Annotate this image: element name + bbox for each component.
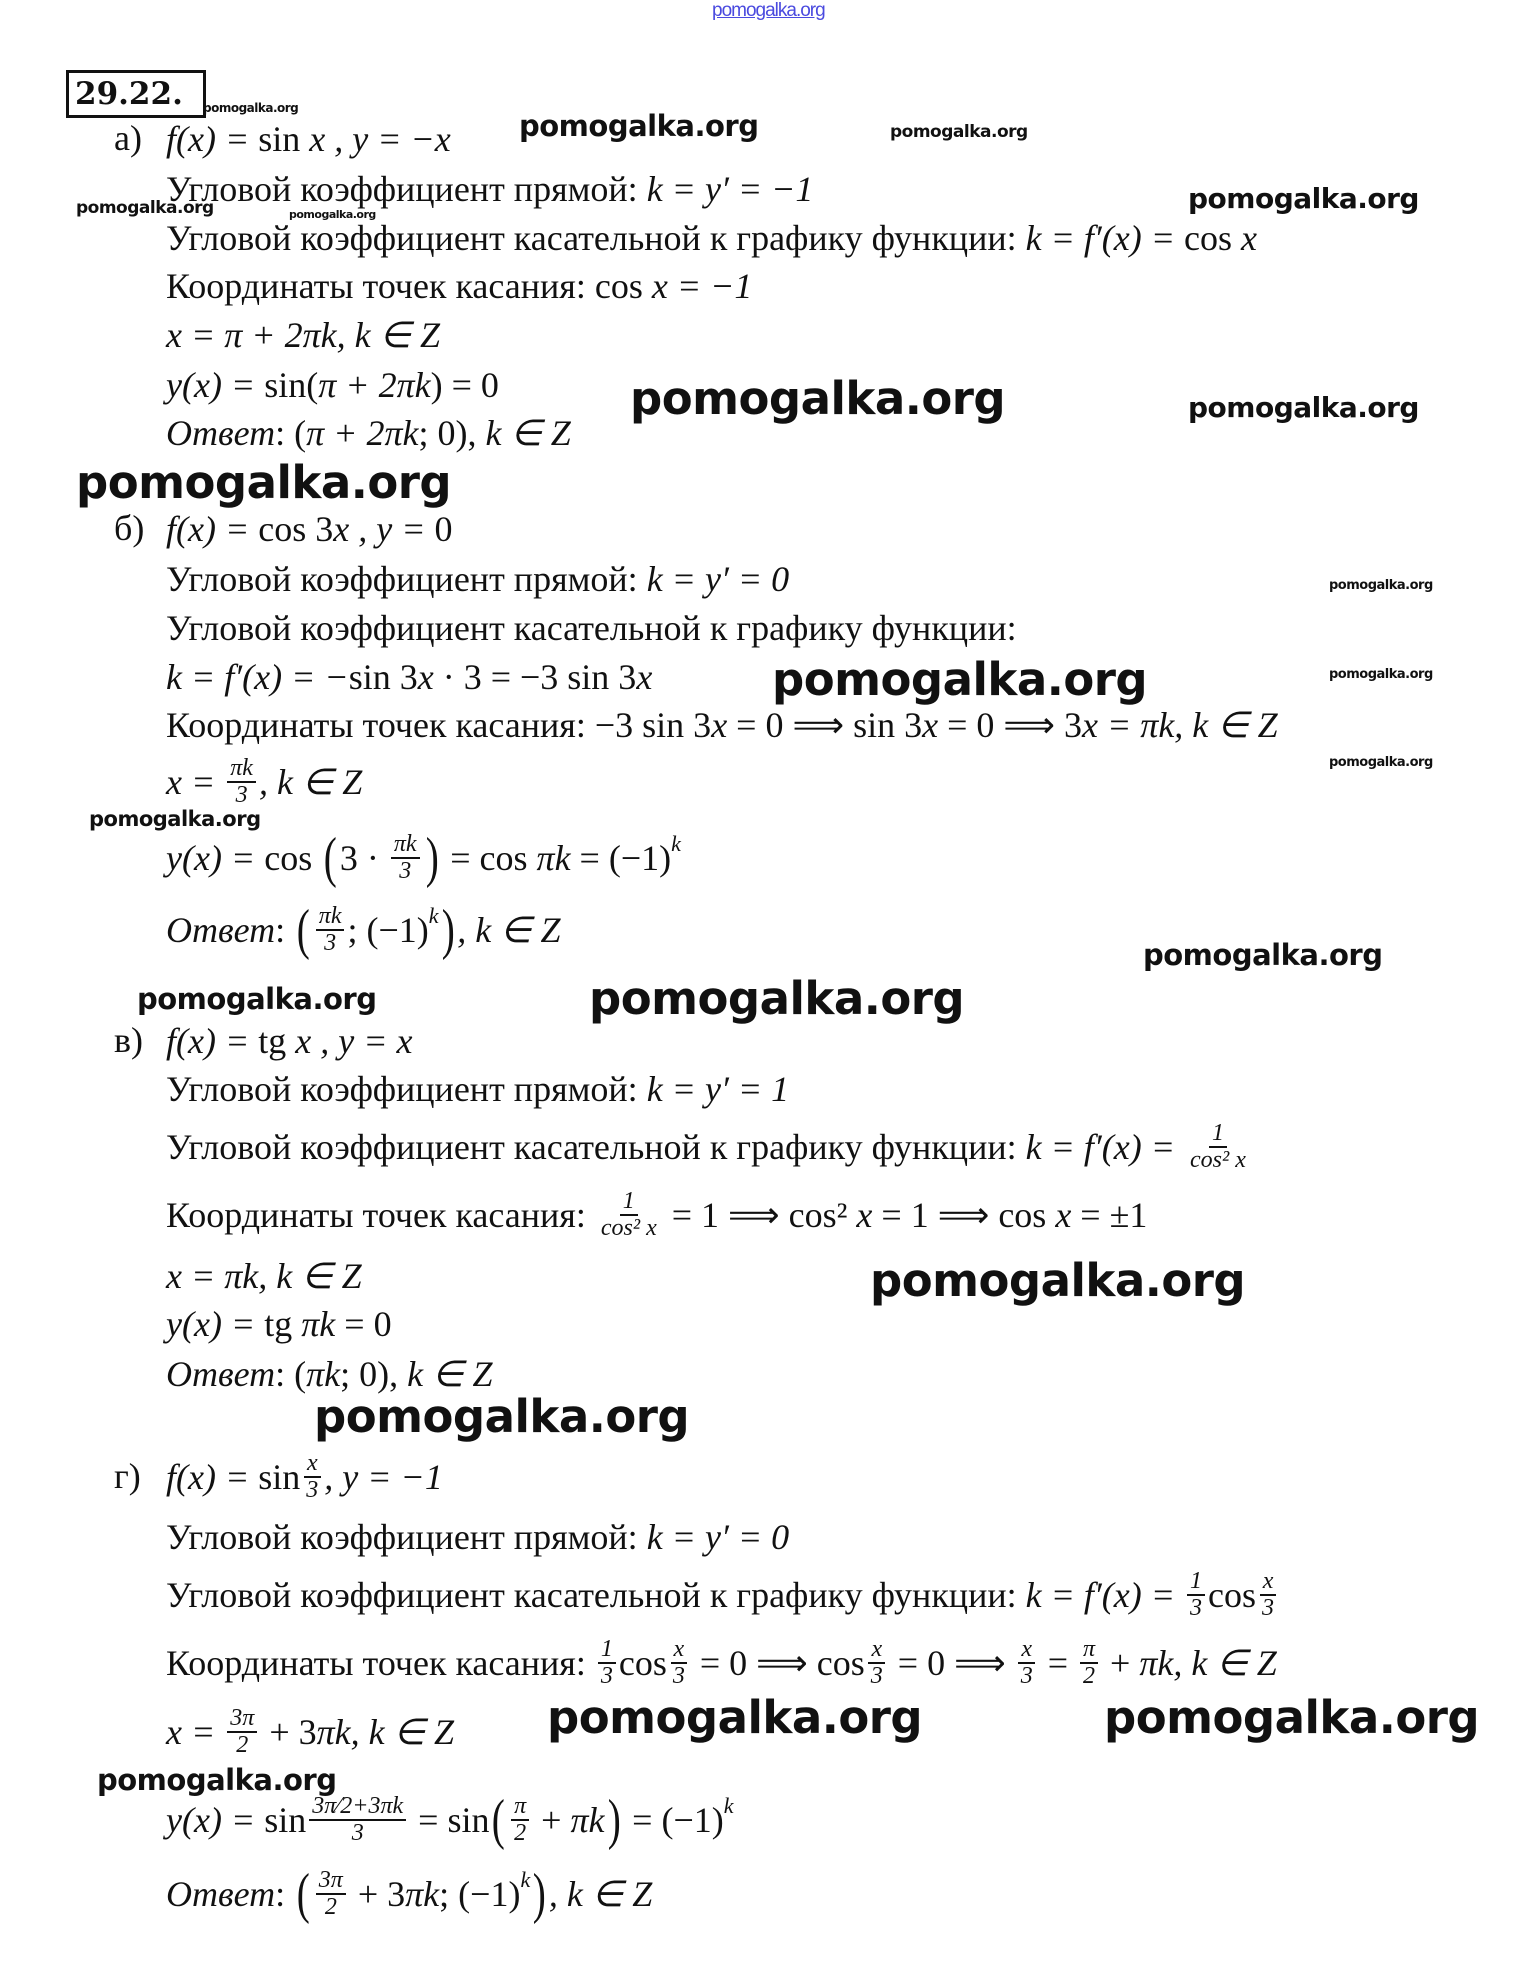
solution-line	[166, 554, 789, 604]
solution-line	[166, 827, 681, 889]
text: sin	[258, 119, 310, 159]
text: +	[1101, 1643, 1140, 1683]
text: tg	[264, 1304, 302, 1344]
watermark: pomogalka.org	[203, 100, 299, 115]
fraction	[391, 832, 420, 884]
fraction-numerator: x	[304, 1451, 321, 1478]
solution-line	[166, 1064, 789, 1114]
text: cos 3	[258, 509, 334, 549]
large-paren: )	[441, 899, 455, 961]
watermark: pomogalka.org	[1329, 666, 1433, 682]
fraction	[309, 1794, 406, 1846]
math-text: , k ∈ Z	[548, 1874, 653, 1914]
math-text: x , y = −x	[309, 119, 451, 159]
fraction-numerator: 1	[1187, 1569, 1205, 1596]
fraction-denominator: 3	[351, 1820, 364, 1846]
answer-label: Ответ	[166, 1874, 276, 1914]
solution-line	[166, 899, 561, 961]
text: 3 ·	[339, 838, 388, 878]
fraction	[1187, 1121, 1249, 1173]
watermark: pomogalka.org	[1188, 390, 1419, 424]
text: =	[1038, 1643, 1078, 1683]
fraction-denominator: cos² x	[1190, 1147, 1246, 1173]
text: Координаты точек касания: cos	[166, 266, 652, 306]
watermark: pomogalka.org	[630, 372, 1006, 426]
text: Угловой коэффициент прямой:	[166, 1069, 647, 1109]
fraction-numerator: 3π	[227, 1706, 257, 1733]
fraction-numerator: 1	[620, 1189, 638, 1216]
math-text: x	[711, 705, 728, 745]
text: = 0 ⟹	[888, 1643, 1015, 1683]
solution-line	[166, 1789, 734, 1851]
solution-line	[166, 652, 652, 702]
fraction-numerator: 1	[1209, 1121, 1227, 1148]
math-text: , k ∈ Z	[258, 762, 363, 802]
fraction	[1018, 1637, 1036, 1689]
math-text: πk	[570, 1800, 605, 1840]
fraction-denominator: cos² x	[600, 1215, 657, 1241]
watermark: pomogalka.org	[1143, 938, 1383, 973]
solution-line	[166, 1251, 362, 1301]
fraction-numerator: x	[1018, 1637, 1035, 1664]
math-text: x =	[166, 1712, 225, 1752]
text: cos	[1208, 1575, 1257, 1615]
watermark: pomogalka.org	[1329, 754, 1433, 770]
text: · 3 = −3 sin 3	[433, 657, 637, 697]
part-label: а)	[114, 118, 142, 158]
site-link[interactable]: pomogalka.org	[712, 0, 825, 21]
text: = 1 ⟹ cos	[872, 1195, 1056, 1235]
math-text: , k ∈ Z	[457, 910, 561, 950]
text: : (	[275, 1354, 307, 1394]
math-text: x , y = x	[295, 1021, 413, 1061]
math-text: πk	[536, 838, 571, 878]
large-paren: (	[492, 1789, 506, 1851]
part-label: в)	[114, 1020, 143, 1060]
fraction-denominator: 3	[306, 1477, 319, 1503]
text: Угловой коэффициент прямой:	[166, 559, 647, 599]
math-text: x	[417, 657, 434, 697]
fraction-numerator: πk	[227, 756, 256, 783]
math-text: k ∈ Z	[407, 1354, 493, 1394]
watermark: pomogalka.org	[314, 1390, 690, 1444]
superscript: k	[671, 831, 681, 856]
solution-line	[166, 1449, 443, 1503]
text: Угловой коэффициент касательной к графику функции:	[166, 1127, 1026, 1167]
fraction-denominator: 3	[399, 858, 412, 884]
text: ; (−1)	[439, 1874, 521, 1914]
large-paren: )	[607, 1789, 621, 1851]
math-text: x , y =	[333, 509, 435, 549]
large-paren: (	[296, 1863, 310, 1925]
text: sin	[264, 1800, 307, 1840]
math-text: y(x) =	[166, 1304, 265, 1344]
fraction-numerator: πk	[316, 904, 345, 931]
solution-line	[166, 261, 752, 311]
math-text: x	[1055, 1195, 1072, 1235]
fraction-denominator: 3	[235, 782, 248, 808]
fraction-denominator: 3	[672, 1663, 685, 1689]
watermark: pomogalka.org	[76, 198, 214, 219]
watermark: pomogalka.org	[97, 1763, 337, 1798]
text: ; 0),	[340, 1354, 408, 1394]
text: = 0 ⟹ sin 3	[727, 705, 923, 745]
math-text: πk, k ∈ Z	[316, 1712, 454, 1752]
fraction-denominator: 3	[1190, 1595, 1203, 1621]
math-text: k = y′ = −1	[646, 169, 814, 209]
text: :	[275, 910, 295, 950]
fraction-numerator: x	[868, 1637, 885, 1664]
math-text: x = −1	[651, 266, 753, 306]
fraction-numerator: 3π⁄2+3πk	[309, 1794, 406, 1821]
text: = ±1	[1071, 1195, 1148, 1235]
math-text: πk	[306, 1354, 341, 1394]
watermark: pomogalka.org	[870, 1254, 1246, 1308]
fraction	[1080, 1637, 1098, 1689]
large-paren: (	[296, 899, 310, 961]
math-text: πk	[405, 1874, 440, 1914]
text: Координаты точек касания:	[166, 1195, 595, 1235]
fraction	[670, 1637, 688, 1689]
solution-line	[166, 700, 1278, 750]
watermark: pomogalka.org	[1329, 577, 1433, 593]
math-text: k = y′ = 1	[646, 1069, 790, 1109]
fraction	[868, 1637, 886, 1689]
math-text: k = y′ = 0	[646, 559, 790, 599]
superscript: k	[723, 1793, 734, 1818]
text: sin	[258, 1457, 301, 1497]
solution-line	[166, 603, 1017, 653]
math-text: πk	[301, 1304, 336, 1344]
answer-label: Ответ	[166, 413, 276, 453]
fraction-denominator: 2	[324, 1894, 337, 1920]
solution-line	[166, 1567, 1280, 1621]
text: cos	[618, 1643, 667, 1683]
fraction-denominator: 2	[1083, 1663, 1096, 1689]
fraction	[303, 1451, 321, 1503]
fraction-numerator: π	[1080, 1637, 1098, 1664]
part-label: б)	[114, 508, 145, 548]
watermark: pomogalka.org	[589, 972, 965, 1026]
math-text: y(x) =	[166, 365, 265, 405]
math-text: f(x) =	[166, 1021, 259, 1061]
superscript: k	[428, 903, 439, 928]
math-text: x = πk, k ∈ Z	[166, 1256, 362, 1296]
math-text: x	[856, 1195, 873, 1235]
text: = 0	[335, 1304, 392, 1344]
large-paren: )	[533, 1863, 547, 1925]
fraction	[1187, 1569, 1205, 1621]
math-text: x = πk, k ∈ Z	[1082, 705, 1278, 745]
fraction-numerator: x	[671, 1637, 688, 1664]
fraction-denominator: 3	[870, 1663, 883, 1689]
solution-line	[166, 1119, 1252, 1173]
text: +	[532, 1800, 571, 1840]
text: = 0 ⟹ cos	[690, 1643, 865, 1683]
math-text: y(x) =	[166, 838, 265, 878]
watermark: pomogalka.org	[76, 456, 452, 510]
text: Угловой коэффициент касательной к графику функции:	[166, 608, 1017, 648]
solution-line	[166, 1512, 789, 1562]
text: cos	[1184, 218, 1242, 258]
fraction-numerator: πk	[391, 832, 420, 859]
text: = (−1)	[570, 838, 672, 878]
watermark: pomogalka.org	[772, 653, 1148, 707]
fraction-numerator: 1	[598, 1637, 616, 1664]
text: Координаты точек касания:	[166, 1643, 595, 1683]
solution-line	[166, 504, 453, 554]
text: sin 3	[348, 657, 418, 697]
solution-line	[166, 1016, 413, 1066]
solution-line	[166, 164, 813, 214]
solution-line	[166, 1635, 1277, 1689]
math-text: k = f′(x) = −	[166, 657, 349, 697]
fraction-denominator: 2	[236, 1732, 249, 1758]
text: ; 0),	[418, 413, 486, 453]
math-text: , y = −1	[324, 1457, 443, 1497]
text: 0	[434, 509, 453, 549]
text: = 1 ⟹ cos²	[662, 1195, 857, 1235]
watermark: pomogalka.org	[89, 806, 261, 831]
text: Координаты точек касания: −3 sin 3	[166, 705, 712, 745]
text: + 3	[348, 1874, 406, 1914]
math-text: x =	[166, 762, 225, 802]
math-text: f(x) =	[166, 1457, 259, 1497]
large-paren: )	[425, 827, 439, 889]
text: = sin	[409, 1800, 490, 1840]
solution-line	[166, 360, 499, 410]
text: Угловой коэффициент прямой:	[166, 169, 647, 209]
solution-line	[166, 114, 451, 164]
solution-line	[166, 1187, 1148, 1241]
math-text: x	[1241, 218, 1257, 258]
text: = cos	[441, 838, 537, 878]
solution-line	[166, 754, 363, 808]
text: sin(	[264, 365, 319, 405]
fraction-denominator: 3	[600, 1663, 613, 1689]
fraction	[598, 1189, 660, 1241]
fraction	[316, 1868, 346, 1920]
fraction-numerator: x	[1260, 1569, 1277, 1596]
fraction-denominator: 3	[1020, 1663, 1033, 1689]
solution-line	[166, 408, 571, 458]
solution-line	[166, 1299, 392, 1349]
math-text: π + 2πk	[318, 365, 431, 405]
fraction-denominator: 2	[514, 1820, 527, 1846]
math-text: k = f′(x) =	[1025, 218, 1185, 258]
answer-label: Ответ	[166, 1354, 276, 1394]
text: + 3	[260, 1712, 317, 1752]
watermark: pomogalka.org	[519, 109, 759, 144]
math-text: f(x) =	[166, 509, 259, 549]
math-text: π + 2πk	[306, 413, 419, 453]
watermark: pomogalka.org	[1104, 1691, 1480, 1745]
text: Угловой коэффициент касательной к графику функции:	[166, 218, 1026, 258]
large-paren: (	[324, 827, 338, 889]
watermark: pomogalka.org	[890, 122, 1028, 143]
math-text: x = π + 2πk, k ∈ Z	[166, 315, 440, 355]
math-text: f(x) =	[166, 119, 259, 159]
fraction-numerator: π	[511, 1794, 529, 1821]
math-text: k = f′(x) =	[1025, 1575, 1185, 1615]
text: :	[275, 1874, 295, 1914]
text: = 0 ⟹ 3	[938, 705, 1083, 745]
superscript: k	[520, 1867, 531, 1892]
solution-line	[166, 1863, 653, 1925]
fraction-numerator: 3π	[316, 1868, 346, 1895]
math-text: y(x) =	[166, 1800, 265, 1840]
text: = (−1)	[623, 1800, 724, 1840]
text: Угловой коэффициент касательной к графику функции:	[166, 1575, 1026, 1615]
math-text: x	[922, 705, 939, 745]
text: ) = 0	[430, 365, 499, 405]
math-text: k = f′(x) =	[1025, 1127, 1185, 1167]
watermark: pomogalka.org	[137, 982, 377, 1017]
watermark: pomogalka.org	[1188, 181, 1419, 215]
math-text: x	[636, 657, 653, 697]
fraction	[511, 1794, 529, 1846]
watermark: pomogalka.org	[289, 208, 376, 222]
problem-number: 29.22.	[66, 70, 206, 118]
part-label: г)	[114, 1456, 141, 1496]
fraction	[227, 1706, 257, 1758]
text: cos	[264, 838, 322, 878]
text: : (	[275, 413, 307, 453]
fraction	[598, 1637, 616, 1689]
fraction	[316, 904, 345, 956]
fraction-denominator: 3	[324, 930, 337, 956]
text: Угловой коэффициент прямой:	[166, 1517, 647, 1557]
watermark: pomogalka.org	[547, 1691, 923, 1745]
fraction-denominator: 3	[1262, 1595, 1275, 1621]
fraction	[227, 756, 256, 808]
solution-line	[166, 1704, 454, 1758]
math-text: k = y′ = 0	[646, 1517, 790, 1557]
fraction	[1259, 1569, 1277, 1621]
text: tg	[258, 1021, 296, 1061]
solution-line	[166, 310, 440, 360]
text: ; (−1)	[347, 910, 429, 950]
answer-label: Ответ	[166, 910, 276, 950]
math-text: k ∈ Z	[485, 413, 571, 453]
math-text: πk, k ∈ Z	[1139, 1643, 1277, 1683]
